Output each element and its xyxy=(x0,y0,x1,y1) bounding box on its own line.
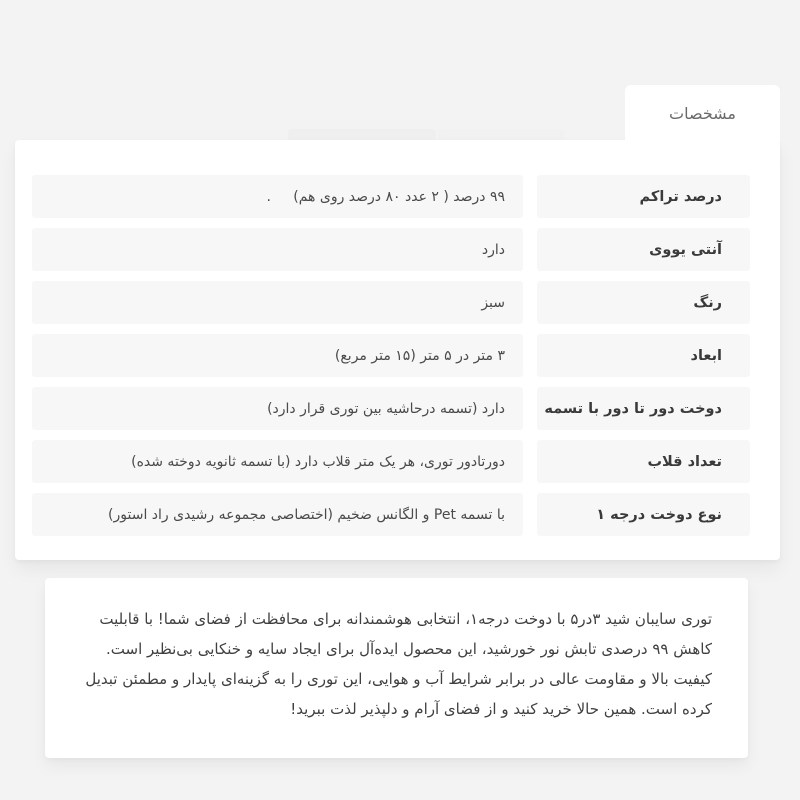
spec-value: دورتادور توری، هر یک متر قلاب دارد (با تسمه ثانویه دوخته شده) xyxy=(32,440,523,483)
spec-label: نوع دوخت درجه ۱ xyxy=(537,493,750,536)
spec-label: آنتی یووی xyxy=(537,228,750,271)
spec-value: ۹۹ درصد ( ۲ عدد ۸۰ درصد روی هم) . xyxy=(32,175,523,218)
spec-value: ۳ متر در ۵ متر (۱۵ متر مربع) xyxy=(32,334,523,377)
spec-value: دارد xyxy=(32,228,523,271)
spec-label: درصد تراکم xyxy=(537,175,750,218)
table-row xyxy=(32,440,750,483)
table-row xyxy=(32,387,750,430)
tab-specifications-label: مشخصات xyxy=(669,104,736,123)
spec-label: رنگ xyxy=(537,281,750,324)
table-row xyxy=(32,334,750,377)
spec-value: دارد (تسمه درحاشیه بین توری قرار دارد) xyxy=(32,387,523,430)
description-panel xyxy=(45,578,748,758)
table-row xyxy=(32,281,750,324)
spec-value: با تسمه Pet و الگانس ضخیم (اختصاصی مجموعه رشیدی راد استور) xyxy=(32,493,523,536)
specifications-panel xyxy=(15,140,780,560)
table-row xyxy=(32,493,750,536)
spec-label: تعداد قلاب xyxy=(537,440,750,483)
spec-label: ابعاد xyxy=(537,334,750,377)
spec-label: دوخت دور تا دور با تسمه xyxy=(537,387,750,430)
table-row xyxy=(32,175,750,218)
product-description: توری سایبان شید ۳در۵ با دوخت درجه۱، انتخابی هوشمندانه برای محافظت از فضای شما! با قابلیت کاهش ۹۹ درصدی تابش نور خورشید، این محصول ایده‌آل برای ایجاد سایه و خنکایی بی‌نظیر است. کیفیت بالا و مقاومت عالی در برابر شرایط آب و هوایی، این توری را به گزینه‌ای پایدار و مطمئن تبدیل کرده است. همین حالا خرید کنید و از فضای آرام و دلپذیر لذت ببرید! xyxy=(85,610,712,718)
tab-specifications[interactable] xyxy=(625,85,780,142)
spec-value: سبز xyxy=(32,281,523,324)
table-row xyxy=(32,228,750,271)
